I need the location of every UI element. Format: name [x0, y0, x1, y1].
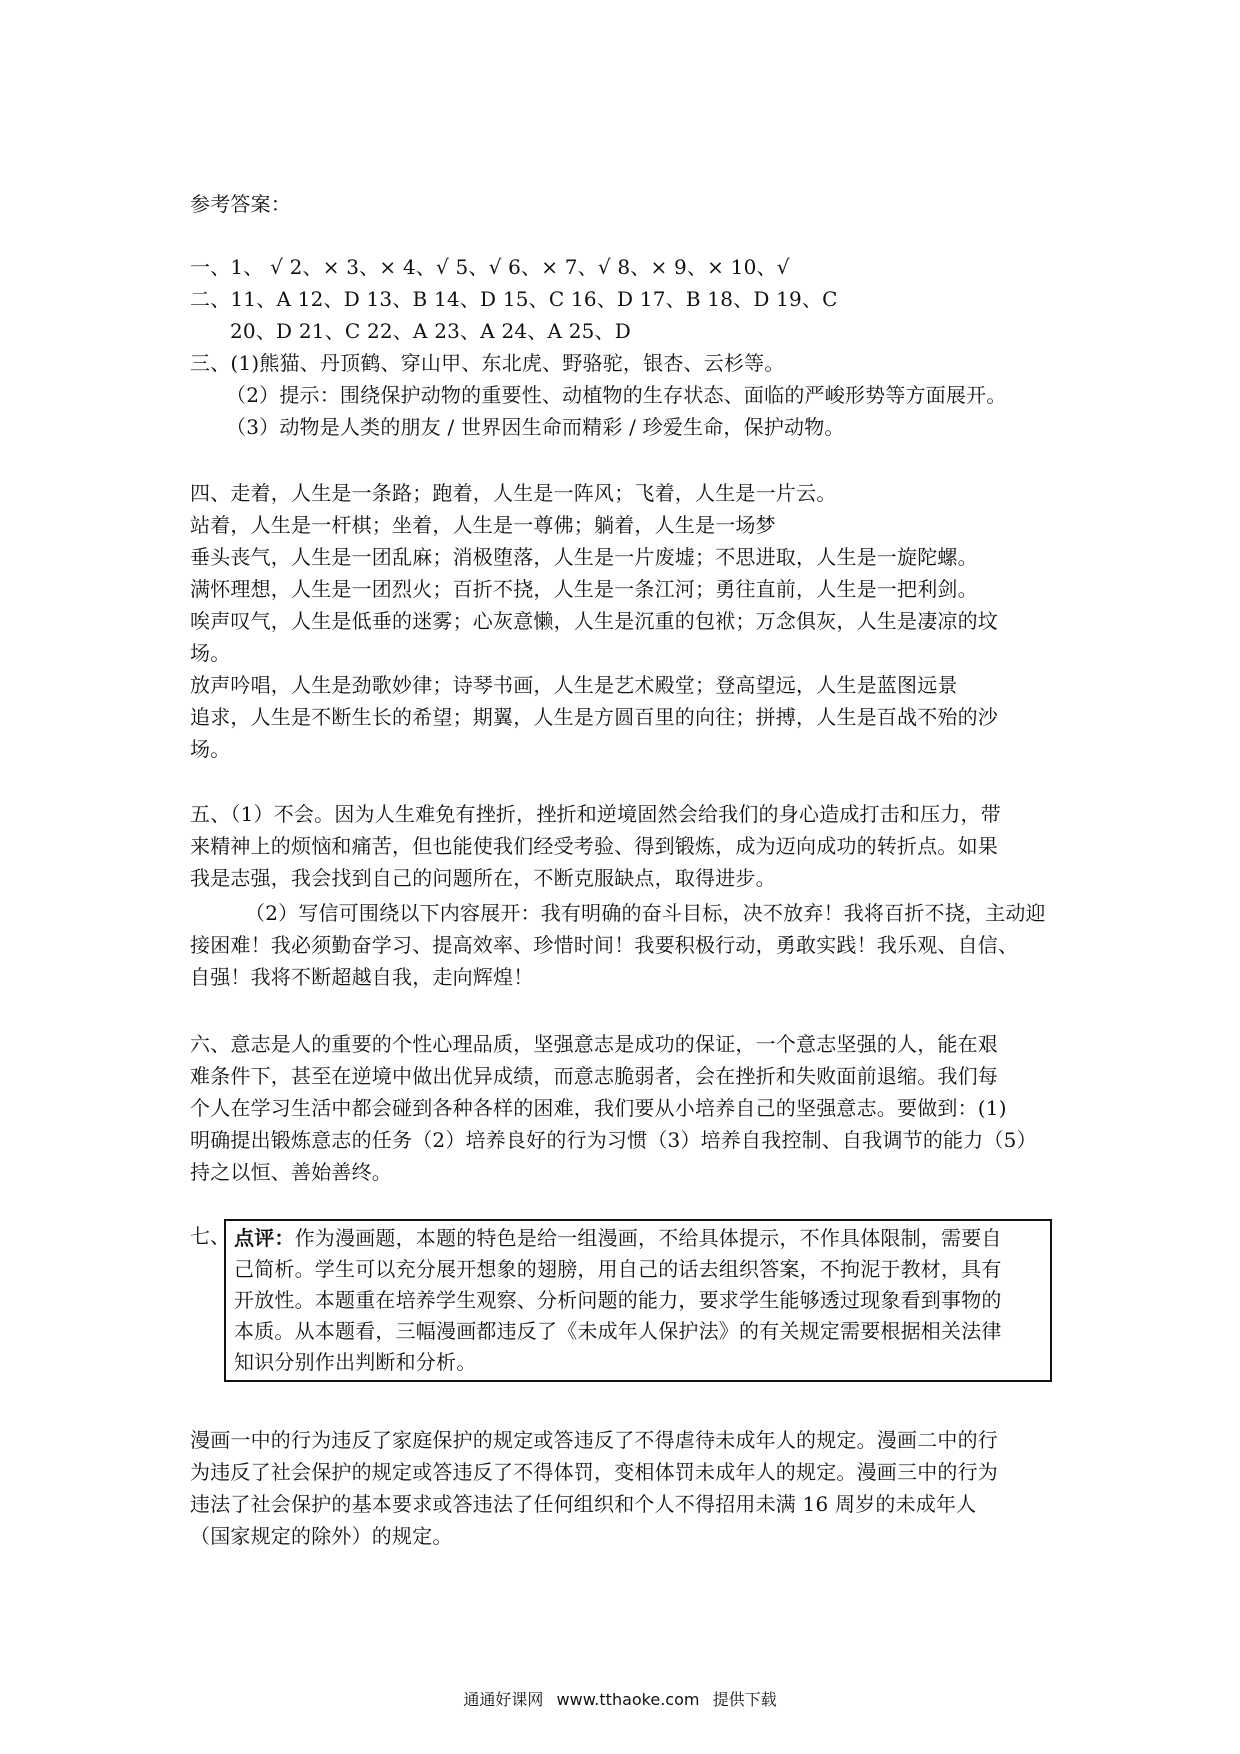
part4-line: 唉声叹气，人生是低垂的迷雾；心灰意懒，人生是沉重的包袱；万念俱灰，人生是凄凉的坟	[190, 609, 998, 633]
part5-line: （2）写信可围绕以下内容展开：我有明确的奋斗目标，决不放弃！我将百折不挠，主动迎	[245, 901, 1046, 925]
footer-site-name: 通通好课网	[463, 1690, 544, 1709]
part1-answers: 一、1、 √ 2、× 3、× 4、√ 5、√ 6、× 7、√ 8、× 9、× 10、√	[190, 255, 790, 279]
part5-line: 自强！我将不断超越自我，走向辉煌！	[190, 965, 534, 989]
part5-line: 来精神上的烦恼和痛苦，但也能使我们经受考验、得到锻炼，成为迈向成功的转折点。如果	[190, 834, 998, 858]
part5-line: 我是志强，我会找到自己的问题所在，不断克服缺点，取得进步。	[190, 866, 776, 890]
part4-line: 垂头丧气，人生是一团乱麻；消极堕落，人生是一片废墟；不思进取，人生是一旋陀螺。	[190, 545, 978, 569]
part4-line: 满怀理想，人生是一团烈火；百折不挠，人生是一条江河；勇往直前，人生是一把利剑。	[190, 577, 978, 601]
commentary-line1	[234, 1224, 1002, 1252]
part4-line: 场。	[190, 737, 231, 761]
footer-download-text: 提供下载	[712, 1690, 777, 1709]
part4-line: 站着，人生是一杆棋；坐着，人生是一尊佛；躺着，人生是一场梦	[190, 513, 776, 537]
part5-line: 接困难！我必须勤奋学习、提高效率、珍惜时间！我要积极行动，勇敢实践！我乐观、自信、	[190, 933, 1019, 957]
part7-answer-line: 漫画一中的行为违反了家庭保护的规定或答违反了不得虐待未成年人的规定。漫画二中的行	[190, 1428, 998, 1452]
commentary-line: 开放性。本题重在培养学生观察、分析问题的能力，要求学生能够透过现象看到事物的	[234, 1288, 1002, 1312]
part3-item1: 三、(1)熊猫、丹顶鹤、穿山甲、东北虎、野骆驼，银杏、云杉等。	[190, 351, 785, 375]
part6-line: 难条件下，甚至在逆境中做出优异成绩，而意志脆弱者，会在挫折和失败面前退缩。我们每	[190, 1064, 998, 1088]
footer-url-link[interactable]: www.tthaoke.com	[556, 1690, 700, 1709]
commentary-label: 点评：	[234, 1226, 295, 1250]
part7-answer-line: 违法了社会保护的基本要求或答违法了任何组织和个人不得招用未满 16 周岁的未成年人	[190, 1492, 977, 1516]
commentary-line: 知识分别作出判断和分析。	[234, 1350, 477, 1374]
part6-line: 明确提出锻炼意志的任务（2）培养良好的行为习惯（3）培养自我控制、自我调节的能力（5）	[190, 1128, 1037, 1152]
part5-line: 五、（1）不会。因为人生难免有挫折，挫折和逆境固然会给我们的身心造成打击和压力，带	[190, 802, 1001, 826]
part4-line: 放声吟唱，人生是劲歌妙律；诗琴书画，人生是艺术殿堂；登高望远，人生是蓝图远景	[190, 673, 958, 697]
answers-heading: 参考答案：	[190, 192, 291, 216]
part3-item2: （2）提示：围绕保护动物的重要性、动植物的生存状态、面临的严峻形势等方面展开。	[226, 383, 1007, 407]
part7-answer-line: 为违反了社会保护的规定或答违反了不得体罚，变相体罚未成年人的规定。漫画三中的行为	[190, 1460, 998, 1484]
part2-answers-line2: 20、D 21、C 22、A 23、A 24、A 25、D	[230, 319, 631, 343]
page-footer	[0, 1689, 1240, 1711]
part6-line: 个人在学习生活中都会碰到各种各样的困难，我们要从小培养自己的坚强意志。要做到：(1)	[190, 1096, 1007, 1120]
part7-answer-line: （国家规定的除外）的规定。	[190, 1524, 453, 1548]
part7-prefix: 七、	[190, 1224, 230, 1248]
part4-line: 追求，人生是不断生长的希望；期翼，人生是方圆百里的向往；拼搏，人生是百战不殆的沙	[190, 705, 998, 729]
part4-line: 四、走着，人生是一条路；跑着，人生是一阵风；飞着，人生是一片云。	[190, 481, 837, 505]
answer-sheet-page	[190, 0, 1060, 1754]
commentary-text: 作为漫画题，本题的特色是给一组漫画，不给具体提示，不作具体限制，需要自	[294, 1226, 1002, 1250]
part3-item3: （3）动物是人类的朋友 / 世界因生命而精彩 / 珍爱生命，保护动物。	[226, 415, 845, 439]
commentary-box	[224, 1219, 1052, 1382]
part6-line: 持之以恒、善始善终。	[190, 1160, 392, 1184]
commentary-line: 本质。从本题看，三幅漫画都违反了《未成年人保护法》的有关规定需要根据相关法律	[234, 1319, 1002, 1343]
part6-line: 六、意志是人的重要的个性心理品质，坚强意志是成功的保证，一个意志坚强的人，能在艰	[190, 1032, 998, 1056]
commentary-line: 己简析。学生可以充分展开想象的翅膀，用自己的话去组织答案，不拘泥于教材，具有	[234, 1257, 1002, 1281]
part2-answers-line1: 二、11、A 12、D 13、B 14、D 15、C 16、D 17、B 18、D 19、C	[190, 287, 838, 311]
part4-line: 场。	[190, 641, 231, 665]
